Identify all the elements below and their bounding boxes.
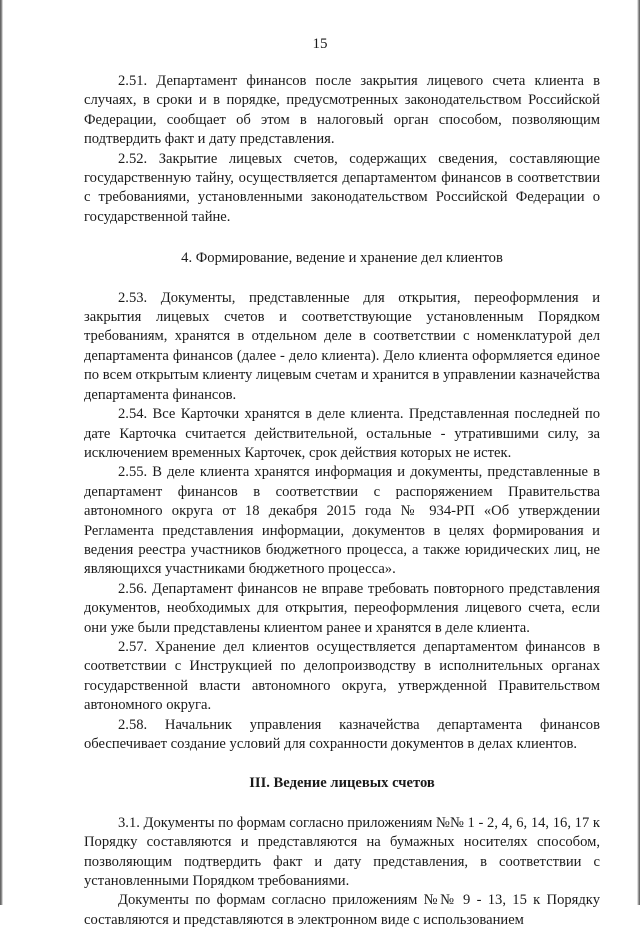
- document-body: [84, 72, 600, 930]
- paragraph-3-1-electronic: Документы по формам согласно приложениям №№ 9 - 13, 15 к Порядку составляются и представляются в электронном виде с использованием: [84, 892, 600, 928]
- paragraph-2-53: 2.53. Документы, представленные для открытия, переоформления и закрытия лицевых счетов и соответствующие установленным Порядком требованиям, хранятся в отдельном деле в соответствии с номенклатурой дел департамента финансов (далее - дело клиента). Дело клиента оформляется единое по всем открытым клиенту лицевым счетам и хранится в управлении казначейства департамента финансов.: [84, 289, 600, 403]
- paragraph-2-51: 2.51. Департамент финансов после закрытия лицевого счета клиента в случаях, в сроки и в порядке, предусмотренных законодательством Российской Федерации, сообщает об этом в налоговый орган способом, позволяющим подтвердить факт и дату представления.: [84, 73, 600, 148]
- paragraph-2-58: 2.58. Начальник управления казначейства департамента финансов обеспечивает создание условий для сохранности документов в делах клиентов.: [84, 716, 600, 752]
- scan-edge-left: [0, 0, 3, 905]
- paragraph-2-54: 2.54. Все Карточки хранятся в деле клиента. Представленная последней по дате Карточка считается действительной, остальные - утратившими силу, за исключением временных Карточек, срок действия которых не истек.: [84, 406, 600, 461]
- paragraph-2-56: 2.56. Департамент финансов не вправе требовать повторного представления документов, необходимых для открытия, переоформления лицевого счета, если они уже были представлены клиентом ранее и хранятся в деле клиента.: [84, 580, 600, 636]
- paragraph-2-57: 2.57. Хранение дел клиентов осуществляется департаментом финансов в соответствии с Инструкцией по делопроизводству в исполнительных органах государственной власти автономного округа, утвержденной Правительством автономного округа.: [84, 638, 600, 714]
- page-number: 15: [312, 36, 328, 52]
- paragraph-2-55: 2.55. В деле клиента хранятся информация и документы, представленные в департамент финансов в соответствии с распоряжением Правительства автономного округа от 18 декабря 2015 года № 934-РП «Об утверждении Регламента представления информации, документов в целях формирования и ведения реестра участников бюджетного процесса, а также юридических лиц, не являющихся участниками бюджетного процесса».: [84, 464, 600, 578]
- paragraph-2-52: 2.52. Закрытие лицевых счетов, содержащих сведения, составляющие государственную тайну, осуществляется департаментом финансов в соответствии с требованиями, установленными законодательством Российской Федерации о государственной тайне.: [84, 150, 600, 225]
- paragraph-3-1: 3.1. Документы по формам согласно приложениям №№ 1 - 2, 4, 6, 14, 16, 17 к Порядку составляются и представляются на бумажных носителях способом, позволяющим подтвердить факт и дату представления, в соответствии с установленными Порядком требованиями.: [84, 814, 600, 890]
- section-4-heading: 4. Формирование, ведение и хранение дел клиентов: [181, 250, 503, 267]
- section-iii-heading: III. Ведение лицевых счетов: [249, 775, 435, 792]
